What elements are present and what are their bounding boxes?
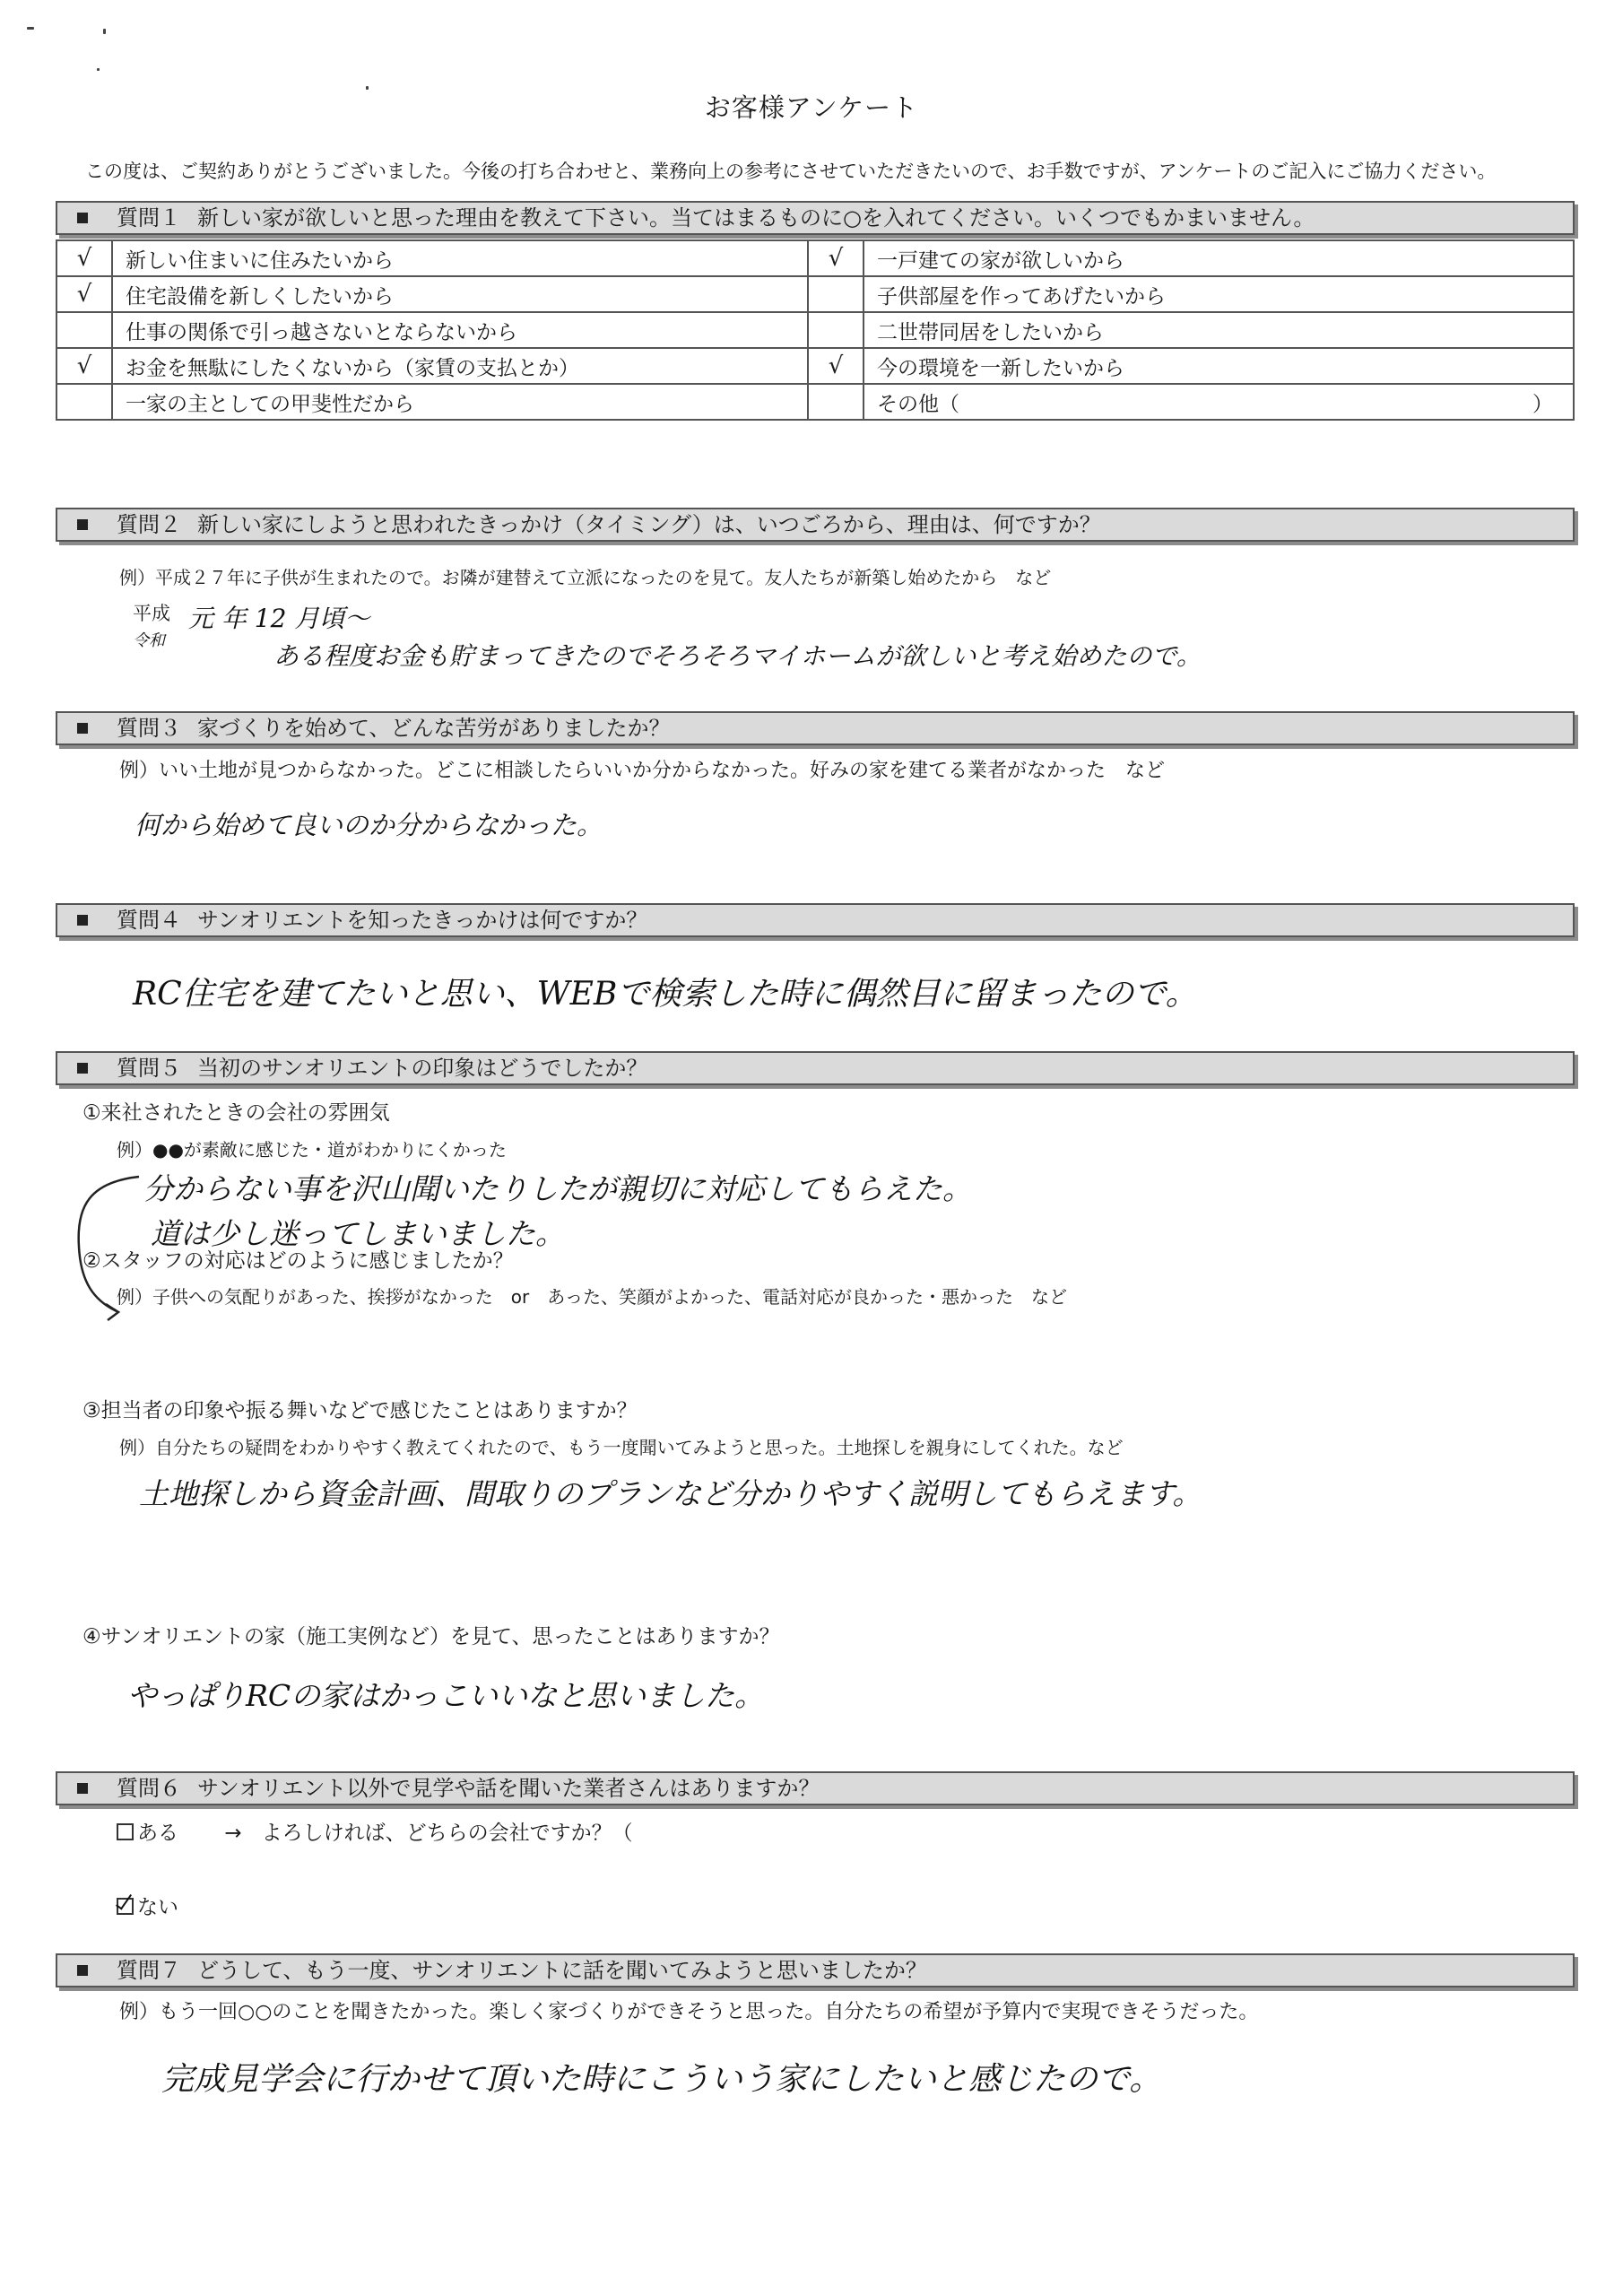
q1-row (56, 348, 1574, 384)
q1-option-text: 今の環境を一新したいから (877, 356, 1124, 380)
q1-check-cell[interactable] (808, 384, 864, 420)
q1-row (56, 240, 1574, 276)
q1-option-text: その他（ (877, 392, 959, 416)
q2-answer-date: 元 年 12 月頃～ (188, 604, 370, 633)
bullet-square-icon (77, 1783, 88, 1794)
q1-row (56, 384, 1574, 420)
scan-speck (103, 29, 106, 34)
q7-example: 例）もう一回○○のことを聞きたかった。楽しく家づくりができそうと思った。自分たちの希望が予算内で実現できそうだった。 (119, 2001, 1259, 2023)
q5-sub1-label: ①来社されたときの会社の雰囲気 (82, 1101, 390, 1125)
question-header-2: 質問２ 新しい家にしようと思われたきっかけ（タイミング）は、いつごろから、理由は、何ですか？ (56, 508, 1575, 542)
q1-option-label: 住宅設備を新しくしたいから (112, 276, 808, 312)
q1-check-cell[interactable] (808, 312, 864, 348)
question-header-5: 質問５ 当初のサンオリエントの印象はどうでしたか？ (56, 1051, 1575, 1085)
q1-check-cell[interactable] (808, 276, 864, 312)
q1-option-label (864, 348, 1574, 384)
bullet-square-icon (77, 213, 88, 223)
arrow-right-icon: → (224, 1822, 242, 1845)
q5-sub3-label: ③担当者の印象や振る舞いなどで感じたことはありますか？ (82, 1399, 638, 1422)
q1-check-cell[interactable]: √ (56, 276, 112, 312)
q1-check-cell[interactable]: √ (56, 348, 112, 384)
scan-speck (27, 27, 34, 30)
q1-option-label (864, 312, 1574, 348)
q1-check-cell[interactable]: √ (808, 240, 864, 276)
q1-row (56, 312, 1574, 348)
q1-option-label: 新しい住まいに住みたいから (112, 240, 808, 276)
q5-sub2-example: 例）子供への気配りがあった、挨拶がなかった or あった、笑顔がよかった、電話対応が良かった・悪かった など (117, 1286, 1068, 1308)
q1-option-label (864, 384, 1574, 420)
q1-option-text: 子供部屋を作ってあげたいから (877, 284, 1166, 309)
q1-option-label (864, 240, 1574, 276)
q5-sub1-answer-2: 道は少し迷ってしまいました。 (151, 1216, 565, 1251)
handwritten-arrow-icon (54, 1166, 152, 1327)
q1-reasons-table (56, 239, 1575, 421)
question-header-4: 質問４ サンオリエントを知ったきっかけは何ですか？ (56, 903, 1575, 937)
q1-option-label (864, 276, 1574, 312)
q2-example: 例）平成２７年に子供が生まれたので。お隣が建替えて立派になったのを見て。友人たちが新築し始めたから など (119, 567, 1052, 588)
page-title: お客様アンケート (704, 92, 919, 123)
scan-speck (97, 68, 100, 71)
q1-check-cell[interactable] (56, 384, 112, 420)
q5-sub2-label: ②スタッフの対応はどのように感じましたか？ (82, 1249, 514, 1273)
q4-answer: RC住宅を建てたいと思い、WEBで検索した時に偶然目に留まったので。 (133, 976, 1198, 1013)
q1-option-text: 二世帯同居をしたいから (877, 320, 1104, 344)
q2-era-printed: 平成 (133, 603, 170, 624)
bullet-square-icon (77, 1965, 88, 1976)
q1-check-cell[interactable]: √ (56, 240, 112, 276)
bullet-square-icon (77, 519, 88, 530)
checkbox-checked-icon (117, 1898, 134, 1915)
q1-other-close-paren: ） (1532, 392, 1553, 416)
q3-answer: 何から始めて良いのか分からなかった。 (135, 810, 603, 840)
q1-option-label: お金を無駄にしたくないから（家賃の支払とか） (112, 348, 808, 384)
checkbox-empty-icon (117, 1823, 134, 1840)
intro-text: この度は、ご契約ありがとうございました。今後の打ち合わせと、業務向上の参考にさせていただきたいので、お手数ですが、アンケートのご記入にご協力ください。 (85, 161, 1497, 182)
q5-sub3-answer: 土地探しから資金計画、間取りのプランなど分かりやすく説明してもらえます。 (139, 1476, 1202, 1511)
q5-sub3-example: 例）自分たちの疑問をわかりやすく教えてくれたので、もう一度聞いてみようと思った。土地探しを親身にしてくれた。など (119, 1437, 1124, 1458)
bullet-square-icon (77, 915, 88, 926)
q1-option-text: 一戸建ての家が欲しいから (877, 248, 1124, 273)
q5-sub4-answer: やっぱりRCの家はかっこいいなと思いました。 (127, 1678, 765, 1713)
bullet-square-icon (77, 1063, 88, 1074)
q5-sub1-example: 例）●●が素敵に感じた・道がわかりにくかった (117, 1139, 507, 1161)
q6-option-yes: ある → よろしければ、どちらの会社ですか？（ (117, 1816, 633, 1846)
q5-sub4-label: ④サンオリエントの家（施工実例など）を見て、思ったことはありますか？ (82, 1625, 780, 1648)
q1-check-cell[interactable]: √ (808, 348, 864, 384)
q6-option-no: ない (117, 1891, 178, 1920)
q1-row (56, 276, 1574, 312)
q7-answer: 完成見学会に行かせて頂いた時にこういう家にしたいと感じたので。 (161, 2061, 1162, 2098)
q2-answer-reason: ある程度お金も貯まってきたのでそろそろマイホームが欲しいと考え始めたので。 (273, 641, 1202, 671)
q2-era-handwritten: 令和 (133, 631, 165, 650)
question-header-3: 質問３ 家づくりを始めて、どんな苦労がありましたか？ (56, 711, 1575, 745)
q1-check-cell[interactable] (56, 312, 112, 348)
bullet-square-icon (77, 723, 88, 734)
q5-sub1-answer-1: 分からない事を沢山聞いたりしたが親切に対応してもらえた。 (143, 1171, 972, 1206)
q1-option-label: 一家の主としての甲斐性だから (112, 384, 808, 420)
question-header-1: 質問１ 新しい家が欲しいと思った理由を教えて下さい。当てはまるものに○を入れてください。いくつでもかまいません。 (56, 201, 1575, 235)
q3-example: 例）いい土地が見つからなかった。どこに相談したらいいか分からなかった。好みの家を建てる業者がなかった など (119, 760, 1166, 782)
question-header-6: 質問６ サンオリエント以外で見学や話を聞いた業者さんはありますか？ (56, 1771, 1575, 1805)
question-header-7: 質問７ どうして、もう一度、サンオリエントに話を聞いてみようと思いましたか？ (56, 1953, 1575, 1987)
q1-option-label: 仕事の関係で引っ越さないとならないから (112, 312, 808, 348)
